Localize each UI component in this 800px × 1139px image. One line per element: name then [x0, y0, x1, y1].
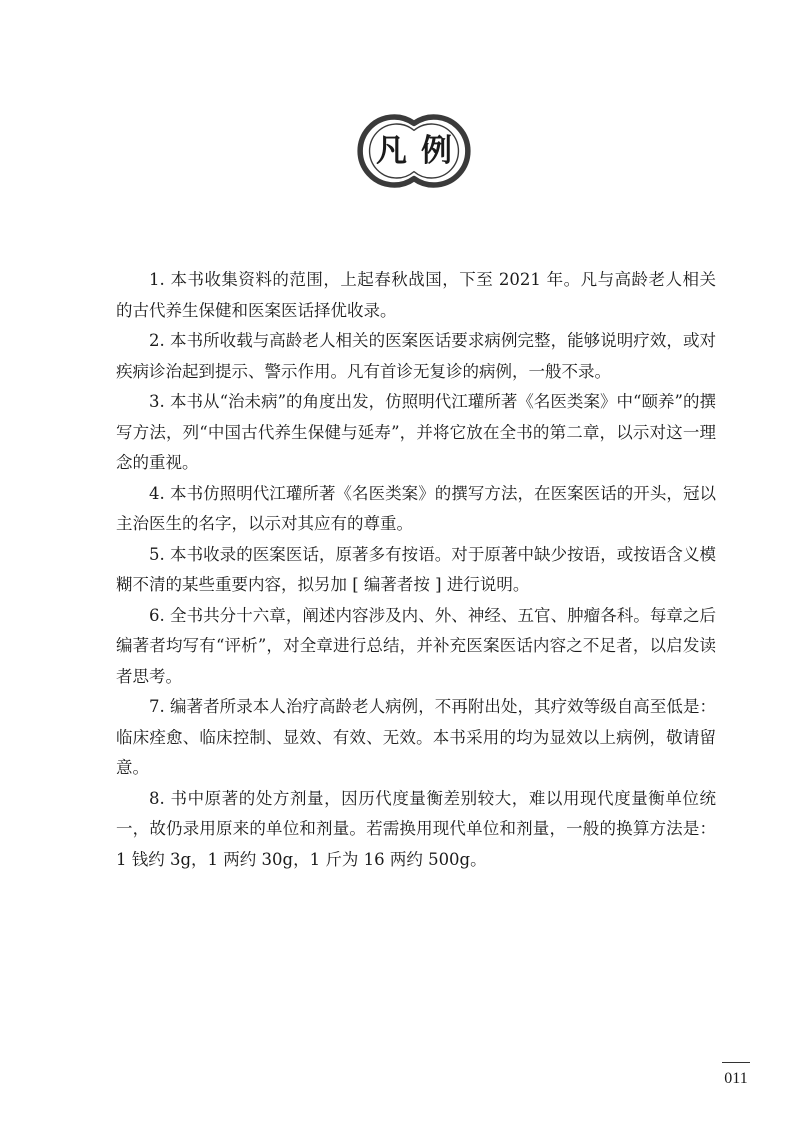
note-item-8: 8. 书中原著的处方剂量，因历代度量衡差别较大，难以用现代度量衡单位统一，故仍录用原来的单位和剂量。若需换用现代单位和剂量，一般的换算方法是：1 钱约 3g，1 两约 30g，1 斤为 16 两约 500g。 [116, 788, 716, 869]
note-item-6: 6. 全书共分十六章，阐述内容涉及内、外、神经、五官、肿瘤各科。每章之后编著者均写有“评析”，对全章进行总结，并补充医案医话内容之不足者，以启发读者思考。 [116, 605, 716, 686]
note-item-7: 7. 编著者所录本人治疗高龄老人病例，不再附出处，其疗效等级自高至低是：临床痊愈、临床控制、显效、有效、无效。本书采用的均为显效以上病例，敬请留意。 [116, 697, 716, 777]
note-item-3: 3. 本书从“治未病”的角度出发，仿照明代江瓘所著《名医类案》中“颐养”的撰写方法，列“中国古代养生保健与延寿”，并将它放在全书的第二章，以示对这一理念的重视。 [116, 392, 716, 472]
note-item-2: 2. 本书所收载与高龄老人相关的医案医话要求病例完整，能够说明疗效，或对疾病诊治起到提示、警示作用。凡有首诊无复诊的病例，一般不录。 [116, 331, 716, 381]
page-number: 011 [724, 1070, 748, 1087]
usage-notes-body [116, 265, 716, 875]
page-title: 凡例 [376, 133, 466, 169]
note-item-5: 5. 本书收录的医案医话，原著多有按语。对于原著中缺少按语，或按语含义模糊不清的某些重要内容，拟另加 [ 编著者按 ] 进行说明。 [116, 544, 716, 594]
note-item-4: 4. 本书仿照明代江瓘所著《名医类案》的撰写方法，在医案医话的开头，冠以主治医生的名字，以示对其应有的尊重。 [116, 483, 716, 533]
note-item-1: 1. 本书收集资料的范围，上起春秋战国，下至 2021 年。凡与高龄老人相关的古代养生保健和医案医话择优收录。 [116, 270, 716, 320]
title-emblem [352, 112, 476, 190]
page-number-rule [722, 1062, 750, 1063]
